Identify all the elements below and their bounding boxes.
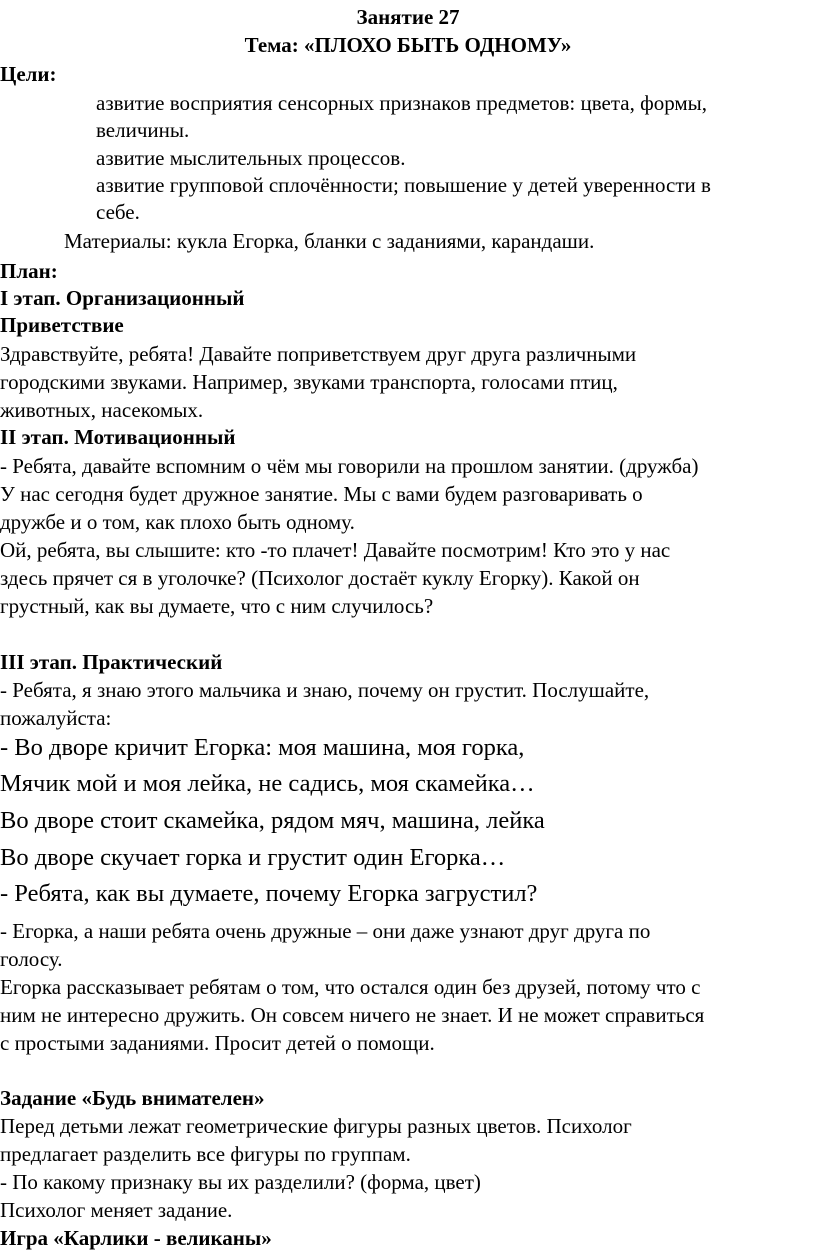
paragraph-line: дружбе и о том, как плохо быть одному. [0, 510, 355, 534]
lesson-title: Занятие 27 [356, 5, 460, 29]
paragraph-line: здесь прячет ся в уголочке? (Психолог достаёт куклу Егорку). Какой он [0, 566, 640, 590]
paragraph-line: - Егорка, а наши ребята очень дружные – они даже узнают друг друга по [0, 919, 651, 943]
paragraph-line: животных, насекомых. [0, 398, 204, 422]
task-title: Задание «Будь внимателен» [0, 1086, 265, 1110]
poem-line: Во дворе скучает горка и грустит один Егорка… [0, 844, 506, 871]
paragraph-line: У нас сегодня будет дружное занятие. Мы с вами будем разговаривать о [0, 482, 643, 506]
paragraph-line: городскими звуками. Например, звуками транспорта, голосами птиц, [0, 370, 618, 394]
plan-heading: План: [0, 259, 58, 283]
greeting-subtitle: Приветствие [0, 313, 124, 337]
paragraph-line: ним не интересно дружить. Он совсем ничего не знает. И не может справиться [0, 1003, 705, 1027]
goal-item-1-cont: величины. [96, 118, 190, 142]
paragraph-line: Ой, ребята, вы слышите: кто -то плачет! Давайте посмотрим! Кто это у нас [0, 538, 671, 562]
poem-line: - Во дворе кричит Егорка: моя машина, моя горка, [0, 734, 525, 761]
paragraph-line: предлагает разделить все фигуры по группам. [0, 1142, 411, 1166]
lesson-theme: Тема: «ПЛОХО БЫТЬ ОДНОМУ» [244, 33, 572, 57]
stage-3-title: III этап. Практический [0, 650, 223, 674]
stage-1-title: I этап. Организационный [0, 286, 245, 310]
paragraph-line: голосу. [0, 947, 63, 971]
poem-line: Во дворе стоит скамейка, рядом мяч, машина, лейка [0, 807, 545, 834]
paragraph-line: грустный, как вы думаете, что с ним случилось? [0, 594, 434, 618]
poem-line: Мячик мой и моя лейка, не садись, моя скамейка… [0, 770, 535, 797]
goal-item-1: азвитие восприятия сенсорных признаков предметов: цвета, формы, [96, 91, 708, 115]
paragraph-line: с простыми заданиями. Просит детей о помощи. [0, 1031, 435, 1055]
goal-item-3: азвитие групповой сплочённости; повышение у детей уверенности в [96, 173, 711, 197]
materials-line: Материалы: кукла Егорка, бланки с заданиями, карандаши. [64, 229, 595, 253]
game-title: Игра «Карлики - великаны» [0, 1226, 272, 1250]
paragraph-line: пожалуйста: [0, 706, 112, 730]
paragraph-line: Психолог меняет задание. [0, 1198, 233, 1222]
paragraph-line: - Ребята, давайте вспомним о чём мы говорили на прошлом занятии. (дружба) [0, 454, 699, 478]
goal-item-2: азвитие мыслительных процессов. [96, 146, 406, 170]
poem-line: - Ребята, как вы думаете, почему Егорка загрустил? [0, 880, 538, 907]
paragraph-line: Перед детьми лежат геометрические фигуры разных цветов. Психолог [0, 1114, 632, 1138]
goals-heading: Цели: [0, 62, 57, 86]
paragraph-line: Здравствуйте, ребята! Давайте поприветствуем друг друга различными [0, 342, 637, 366]
paragraph-line: - Ребята, я знаю этого мальчика и знаю, почему он грустит. Послушайте, [0, 678, 650, 702]
paragraph-line: Егорка рассказывает ребятам о том, что остался один без друзей, потому что с [0, 975, 701, 999]
paragraph-line: - По какому признаку вы их разделили? (форма, цвет) [0, 1170, 481, 1194]
goal-item-3-cont: себе. [96, 200, 140, 224]
stage-2-title: II этап. Мотивационный [0, 425, 236, 449]
